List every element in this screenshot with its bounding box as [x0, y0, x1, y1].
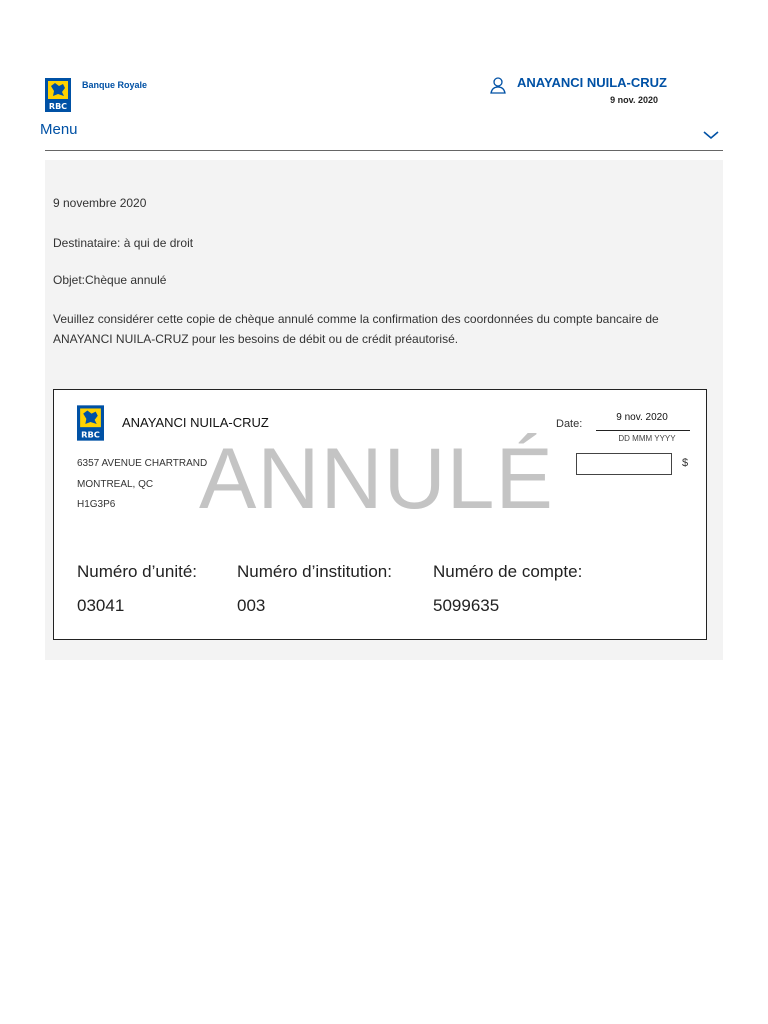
letter-subject: Objet:Chèque annulé	[53, 273, 167, 287]
menu-button[interactable]: Menu	[40, 121, 78, 138]
institution-number-value: 003	[237, 596, 266, 615]
user-name[interactable]: ANAYANCI NUILA-CRUZ	[517, 75, 667, 90]
transit-number-label: Numéro d’unité:	[77, 562, 198, 581]
header-date: 9 nov. 2020	[610, 95, 658, 105]
cheque-address-line: H1G3P6	[77, 499, 116, 510]
cheque-holder-name: ANAYANCI NUILA-CRUZ	[122, 415, 269, 430]
rbc-logo-icon	[45, 78, 71, 112]
void-watermark: ANNULÉ	[199, 431, 554, 527]
account-number-label: Numéro de compte:	[433, 562, 583, 581]
chevron-down-icon[interactable]	[703, 127, 719, 137]
cheque-date-value: 9 nov. 2020	[616, 412, 668, 423]
cheque-date-format: DD MMM YYYY	[618, 434, 676, 443]
cheque-date-rule	[596, 430, 690, 431]
svg-text:RBC: RBC	[48, 102, 68, 111]
menu-divider	[45, 150, 723, 151]
letter-date: 9 novembre 2020	[53, 196, 147, 210]
letter-body: Veuillez considérer cette copie de chèque annulé comme la confirmation des coordonnées du compte bancaire de ANAYANCI NUILA-CRUZ pour les besoins de débit ou de crédit préautorisé.	[53, 312, 659, 346]
letter-recipient: Destinataire: à qui de droit	[53, 236, 194, 250]
bank-name: Banque Royale	[82, 80, 148, 90]
cheque-address-line: MONTREAL, QC	[77, 479, 154, 490]
user-icon[interactable]	[489, 76, 507, 94]
transit-number-value: 03041	[77, 596, 125, 615]
cheque-date-label: Date:	[556, 418, 583, 430]
institution-number-label: Numéro d’institution:	[237, 562, 392, 581]
cheque-currency-symbol: $	[682, 457, 689, 469]
account-number-value: 5099635	[433, 596, 500, 615]
cheque-address-line: 6357 AVENUE CHARTRAND	[77, 458, 208, 469]
rbc-logo-icon	[77, 405, 104, 441]
cheque-amount-box	[576, 453, 672, 475]
void-cheque	[53, 389, 707, 640]
svg-text:RBC: RBC	[81, 429, 100, 440]
